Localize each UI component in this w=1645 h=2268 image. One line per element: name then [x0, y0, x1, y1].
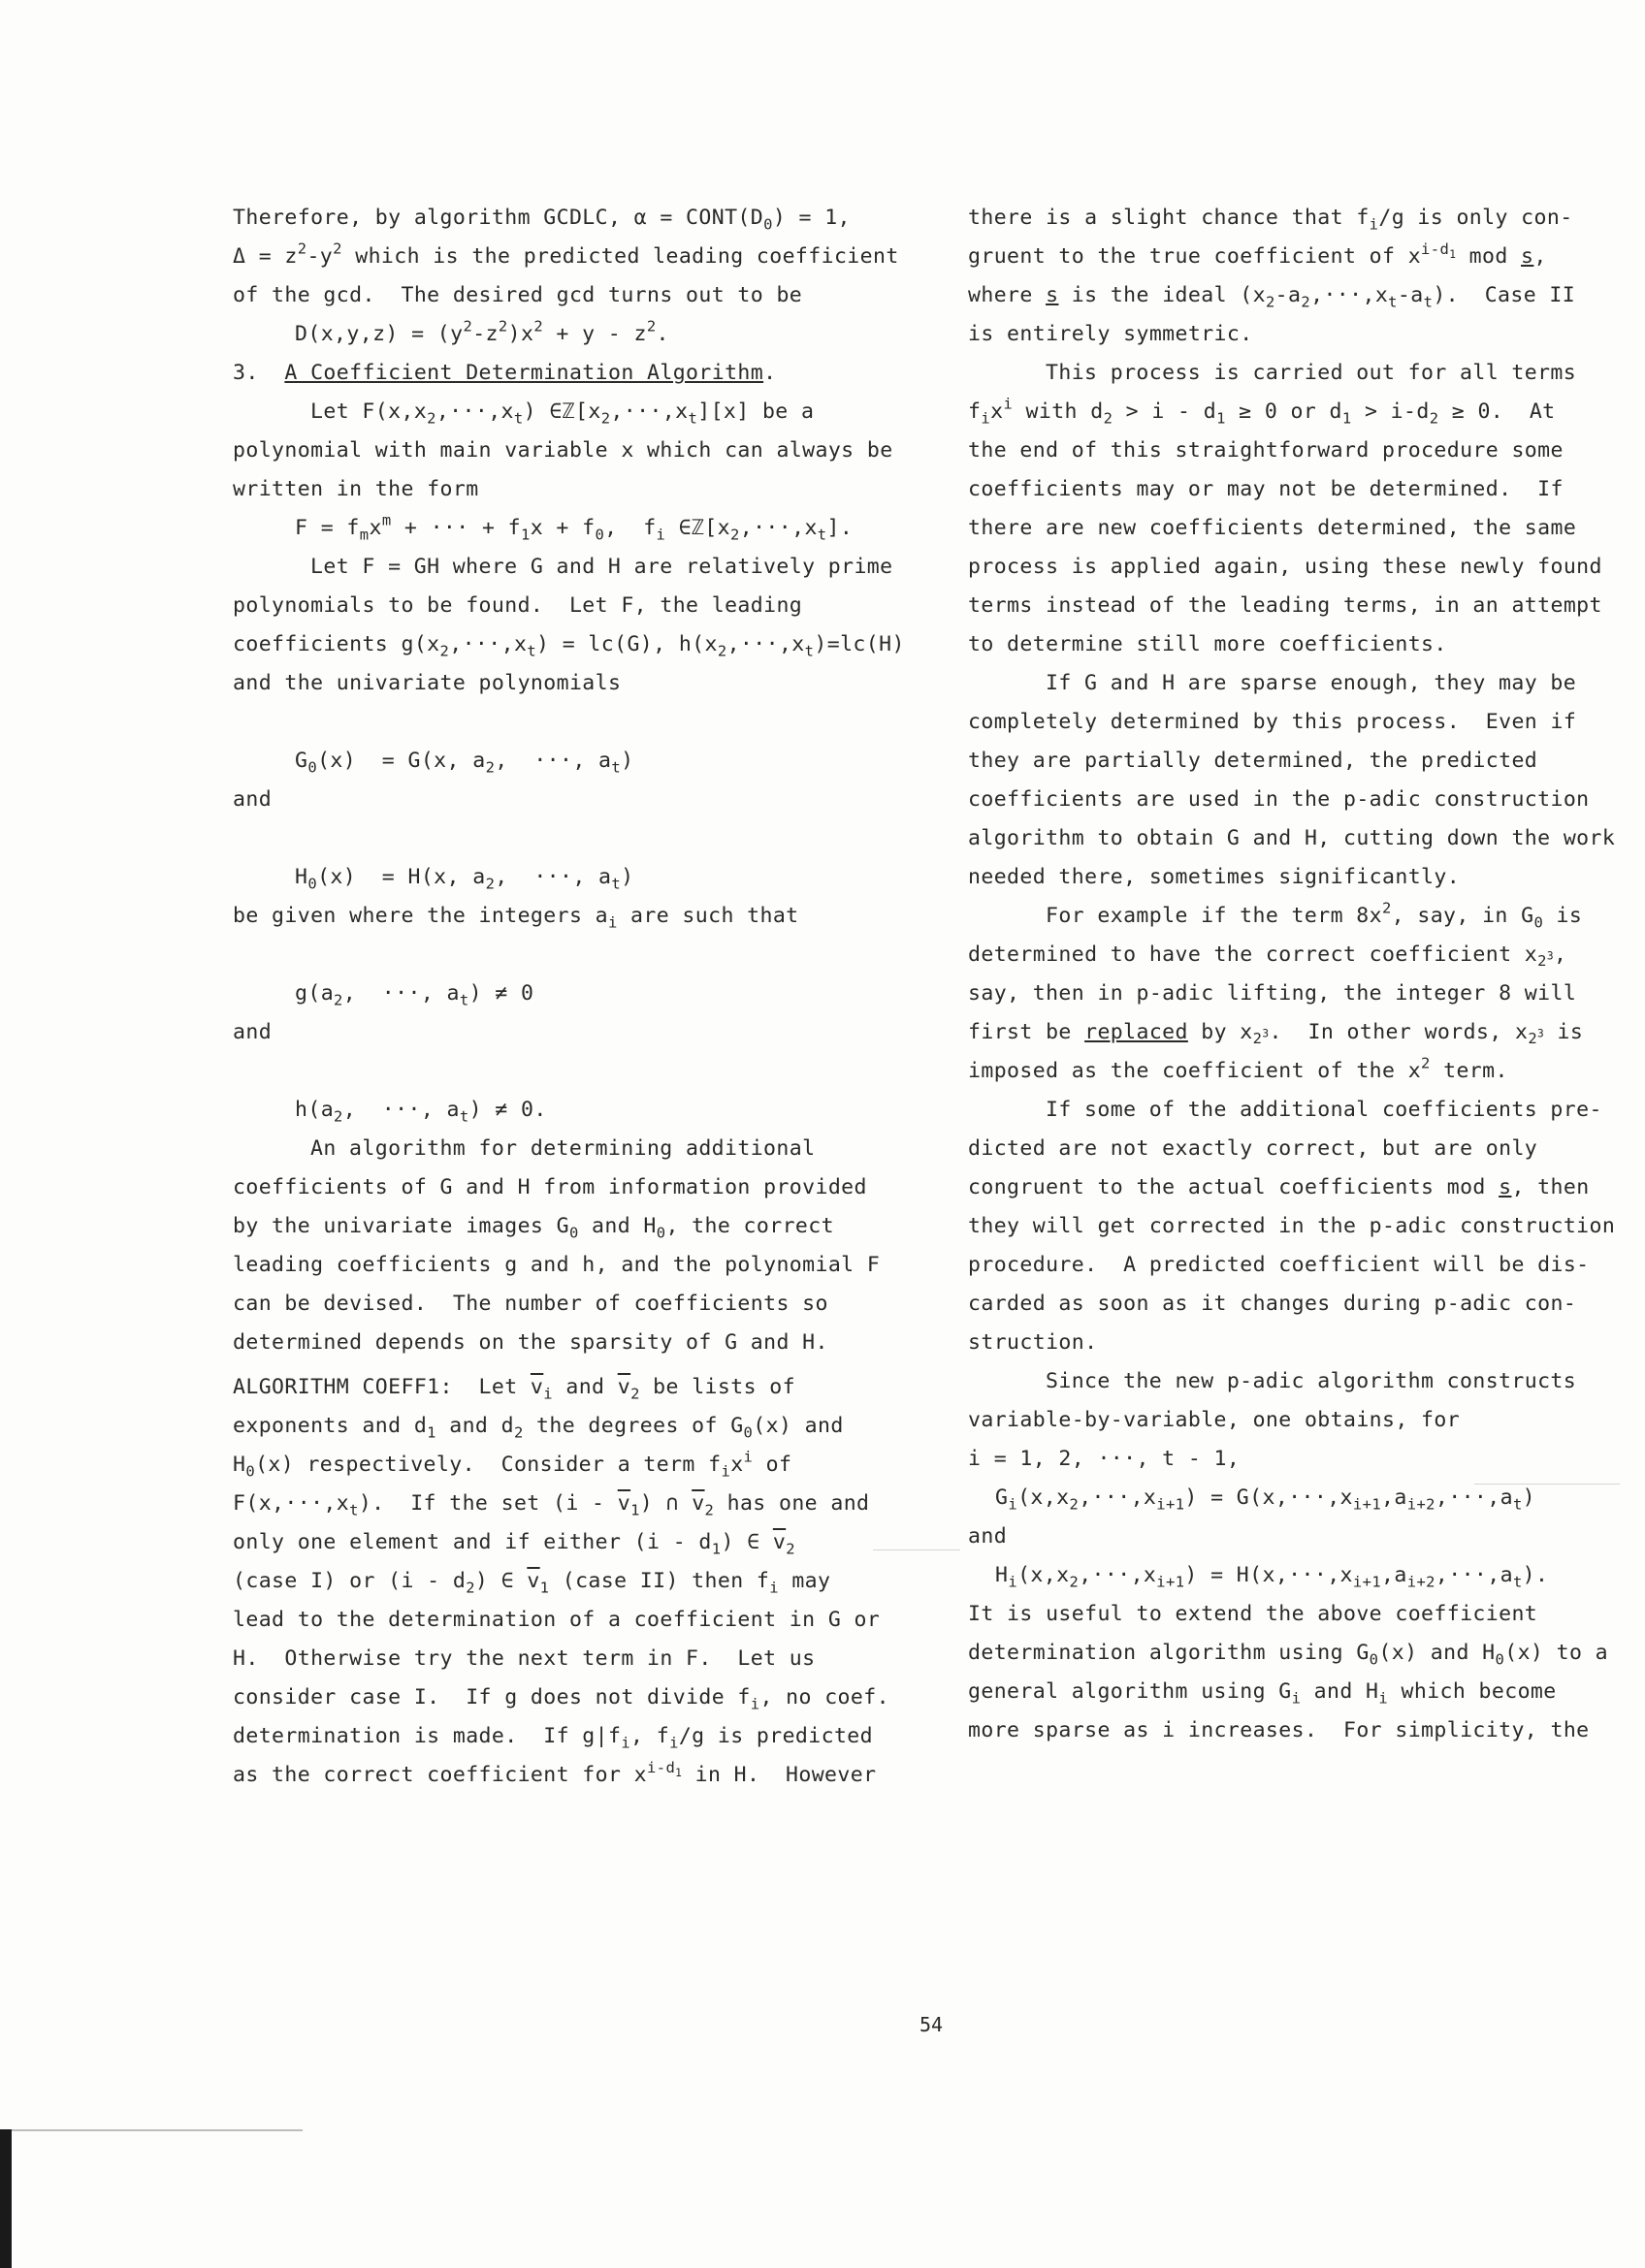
- equation-h0: $H_0(x) = H(x$, $a_2$, ···, $a_t$): [295, 865, 634, 893]
- equation-f: $F = f_mx^m$ + ··· + $f_1x + f_0$, $f_i$ $\in ℤ[x_2,\cdot\cdot\cdot,x_t]$.: [295, 511, 854, 544]
- text-line: determined depends on the sparsity of G and H.: [233, 1330, 828, 1355]
- text-line: coefficients of G and H from information provided: [233, 1175, 867, 1199]
- text-line: and: [233, 787, 273, 812]
- text-line: they are partially determined, the predicted: [968, 749, 1538, 773]
- text-line: polynomial with main variable x which can always be: [233, 438, 893, 463]
- text-line: $f_ix^i$ with $d_2 > i - d_1 \ge 0$ or $d_1 > i-d_2 \ge 0$. At: [968, 395, 1556, 428]
- equation-g-nonzero: $g(a_2$, ···, $a_t) \ne 0$: [295, 981, 534, 1009]
- text-line: first be replaced by $x_{2^3}$. In other words, $x_{2^3}$ is: [968, 1020, 1584, 1048]
- text-line: dicted are not exactly correct, but are only: [968, 1136, 1538, 1161]
- text-line: Let F = GH where G and H are relatively prime: [310, 555, 893, 579]
- text-line: polynomials to be found. Let F, the leading: [233, 593, 803, 618]
- text-line: by the univariate images $G_0$ and $H_0$, the correct: [233, 1214, 834, 1242]
- equation-h-nonzero: $h(a_2$, ···, $a_t) \ne 0$.: [295, 1098, 547, 1126]
- text-line: can be devised. The number of coefficients so: [233, 1292, 828, 1316]
- text-line: determined to have the correct coefficient $x_{2^3}$,: [968, 942, 1567, 971]
- text-line: For example if the term $8x^2$, say, in $G_0$ is: [1046, 899, 1583, 932]
- section-heading: 3. A Coefficient Determination Algorithm.: [233, 361, 777, 385]
- scan-line: [12, 2129, 303, 2131]
- text-line: coefficients are used in the p-adic construction: [968, 787, 1590, 812]
- text-line: It is useful to extend the above coefficient: [968, 1602, 1538, 1626]
- text-line: determination algorithm using $G_0(x)$ and $H_0(x)$ to a: [968, 1641, 1608, 1669]
- text-line: say, then in p-adic lifting, the integer 8 will: [968, 981, 1577, 1006]
- text-line: leading coefficients g and h, and the polynomial F: [233, 1253, 881, 1277]
- text-line: coefficients may or may not be determined. If: [968, 477, 1564, 501]
- left-column: [233, 199, 912, 1795]
- text-line: This process is carried out for all terms: [1046, 361, 1577, 385]
- text-line: as the correct coefficient for $x^{i-d_1}$ in H. However: [233, 1758, 877, 1787]
- text-line: carded as soon as it changes during p-adic con-: [968, 1292, 1577, 1316]
- equation-g0: $G_0(x) = G(x$, $a_2$, ···, $a_t$): [295, 749, 634, 777]
- text-line: If G and H are sparse enough, they may be: [1046, 671, 1577, 695]
- text-line: If some of the additional coefficients pre-: [1046, 1098, 1602, 1122]
- text-line: general algorithm using $G_i$ and $H_i$ which become: [968, 1679, 1557, 1708]
- text-line: only one element and if either $(i - d_1)$ ∈ $\overline{v}_2$: [233, 1530, 795, 1558]
- text-line: and: [968, 1524, 1008, 1549]
- text-line: process is applied again, using these newly found: [968, 555, 1602, 579]
- text-line: Therefore, by algorithm GCDLC, $\alpha = CONT(D_0) = 1$,: [233, 206, 851, 234]
- text-line: of the gcd. The desired gcd turns out to be: [233, 283, 803, 307]
- text-line: there is a slight chance that $f_i/g$ is only con-: [968, 206, 1573, 234]
- text-line: variable-by-variable, one obtains, for: [968, 1408, 1461, 1432]
- text-line: Let $F(x,x_2,\cdot\cdot\cdot,x_t)$ $\in ℤ[x_2,\cdot\cdot\cdot,x_t][x]$ be a: [310, 399, 815, 428]
- text-line: terms instead of the leading terms, in an attempt: [968, 593, 1602, 618]
- text-line: $\Delta = z^2-y^2$ which is the predicted leading coefficient: [233, 240, 899, 269]
- text-line: struction.: [968, 1330, 1098, 1355]
- text-line: be given where the integers $a_i$ are such that: [233, 904, 799, 932]
- text-line: determination is made. If $g|f_i$, $f_i/g$ is predicted: [233, 1724, 873, 1752]
- text-line: i = 1, 2, ···, t - 1,: [968, 1447, 1241, 1471]
- text-line: gruent to the true coefficient of $x^{i-d_1}$ mod s,: [968, 240, 1547, 269]
- text-line: H. Otherwise try the next term in F. Let us: [233, 1646, 816, 1671]
- text-line: congruent to the actual coefficients mod s, then: [968, 1175, 1590, 1199]
- text-line: algorithm to obtain G and H, cutting down the work: [968, 826, 1616, 850]
- text-line: written in the form: [233, 477, 479, 501]
- equation-gi: $G_i(x,x_2,\cdot\cdot\cdot,x_{i+1}) = G(x,\cdot\cdot\cdot,x_{i+1},a_{i+2},\cdot\cdot\cdot,a_t)$: [995, 1485, 1536, 1514]
- text-line: to determine still more coefficients.: [968, 632, 1447, 656]
- text-line: consider case I. If g does not divide $f_i$, no coef.: [233, 1685, 889, 1713]
- page-number: 54: [919, 2013, 944, 2036]
- text-line: imposed as the coefficient of the $x^2$ term.: [968, 1054, 1508, 1083]
- text-line: $F(x,\cdot\cdot\cdot,x_t)$. If the set $(i - \overline{v}_1)$ ∩ $\overline{v}_2$ has one and: [233, 1491, 870, 1519]
- text-line: completely determined by this process. Even if: [968, 710, 1577, 734]
- text-line: exponents and $d_1$ and $d_2$ the degrees of $G_0(x)$ and: [233, 1414, 844, 1442]
- right-column: [968, 199, 1620, 1750]
- text-line: they will get corrected in the p-adic construction: [968, 1214, 1616, 1238]
- text-line: lead to the determination of a coefficient in G or: [233, 1608, 881, 1632]
- equation-hi: $H_i(x,x_2,\cdot\cdot\cdot,x_{i+1}) = H(x,\cdot\cdot\cdot,x_{i+1},a_{i+2},\cdot\cdot\cdot,a_t)$.: [995, 1563, 1549, 1591]
- text-line: there are new coefficients determined, the same: [968, 516, 1577, 540]
- text-line: needed there, sometimes significantly.: [968, 865, 1461, 889]
- binding-edge: [0, 2129, 12, 2268]
- text-line: and the univariate polynomials: [233, 671, 622, 695]
- text-line: more sparse as i increases. For simplicity, the: [968, 1718, 1590, 1742]
- text-line: where s is the ideal $(x_2-a_2,\cdot\cdot\cdot,x_t-a_t)$. Case II: [968, 283, 1576, 311]
- algorithm-heading: ALGORITHM COEFF1: Let $\overline{v}_i$ and $\overline{v}_2$ be lists of: [233, 1375, 795, 1403]
- text-line: is entirely symmetric.: [968, 322, 1253, 346]
- text-line: An algorithm for determining additional: [310, 1136, 816, 1161]
- text-line: and: [233, 1020, 273, 1044]
- equation-gcd: $D(x,y,z) = (y^2-z^2)x^2 + y - z^2$.: [295, 317, 669, 346]
- text-line: $H_0(x)$ respectively. Consider a term $f_ix^i$ of: [233, 1448, 792, 1481]
- text-line: coefficients $g(x_2,\cdot\cdot\cdot,x_t) = lc(G)$, $h(x_2,\cdot\cdot\cdot,x_t)=lc(H)$: [233, 632, 905, 660]
- text-line: the end of this straightforward procedure some: [968, 438, 1564, 463]
- text-line: (case I) or $(i - d_2)$ ∈ $\overline{v}_1$ (case II) then $f_i$ may: [233, 1569, 831, 1597]
- section-title: A Coefficient Determination Algorithm: [284, 361, 764, 385]
- text-line: procedure. A predicted coefficient will be dis-: [968, 1253, 1590, 1277]
- text-line: Since the new p-adic algorithm constructs: [1046, 1369, 1577, 1393]
